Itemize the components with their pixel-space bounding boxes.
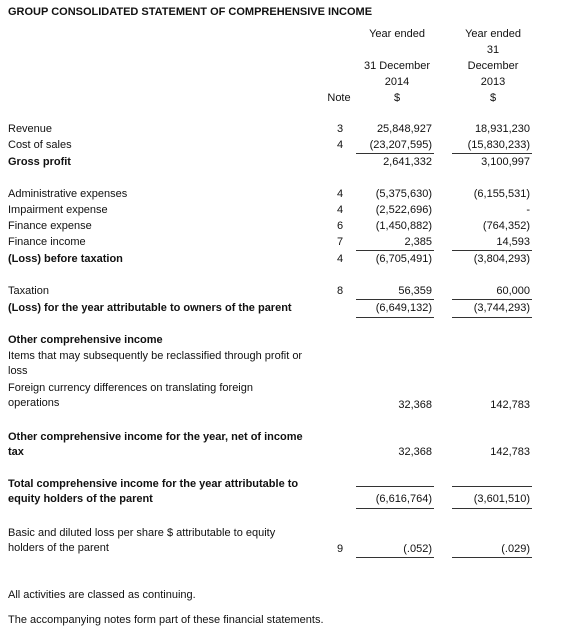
row-eps-2014: (.052) — [403, 543, 432, 555]
col-2013-header-line1: Year ended — [465, 28, 521, 40]
col-2013-header-line4: 2013 — [480, 76, 506, 88]
col-2013-header-currency: $ — [489, 92, 497, 104]
oci-heading: Other comprehensive income — [8, 334, 163, 346]
items-reclassified-label: Items that may subsequently be reclassified through profit or loss — [8, 350, 303, 377]
underline-taxation-2014 — [356, 299, 434, 300]
col-2014-header-line1: Year ended — [369, 28, 425, 40]
row-taxation-2013: 60,000 — [496, 285, 530, 297]
row-finance-income-label: Finance income — [8, 236, 86, 248]
row-admin-2013: (6,155,531) — [473, 188, 530, 200]
underline-loss-for-year-2014 — [356, 317, 434, 318]
row-finance-expense-note: 6 — [336, 220, 344, 232]
row-loss-before-tax-label: (Loss) before taxation — [8, 253, 123, 265]
row-oci-total-label: Other comprehensive income for the year, net of income tax — [8, 431, 303, 458]
underline-tci-2014 — [356, 508, 434, 509]
row-loss-for-year-label: (Loss) for the year attributable to owners of the parent — [8, 302, 292, 314]
row-tci-2014: (6,616,764) — [375, 493, 432, 505]
col-2014-header-line2: 31 December — [363, 60, 431, 72]
row-cost-of-sales-2014: (23,207,595) — [369, 139, 432, 151]
row-cost-of-sales-note: 4 — [336, 139, 344, 151]
row-cost-of-sales-label: Cost of sales — [8, 139, 72, 151]
underline-finance-income-2013 — [452, 250, 532, 251]
underline-tci-2013 — [452, 508, 532, 509]
row-revenue-2013: 18,931,230 — [474, 123, 530, 135]
row-tci-2013: (3,601,510) — [473, 493, 530, 505]
row-cost-of-sales-2013: (15,830,233) — [467, 139, 530, 151]
row-fx-diff-2013: 142,783 — [490, 399, 530, 411]
row-revenue-2014: 25,848,927 — [376, 123, 432, 135]
row-admin-2014: (5,375,630) — [375, 188, 432, 200]
row-gross-profit-2014: 2,641,332 — [383, 156, 432, 168]
underline-loss-for-year-2013 — [452, 317, 532, 318]
row-taxation-2014: 56,359 — [398, 285, 432, 297]
row-finance-income-2014: 2,385 — [404, 236, 432, 248]
row-finance-income-2013: 14,593 — [496, 236, 530, 248]
row-finance-expense-2013: (764,352) — [482, 220, 530, 232]
statement-title: GROUP CONSOLIDATED STATEMENT OF COMPREHENSIVE INCOME — [8, 6, 373, 18]
underline-finance-income-2014 — [356, 250, 434, 251]
row-loss-before-tax-2013: (3,804,293) — [473, 253, 530, 265]
row-fx-diff-label: Foreign currency differences on translating foreign operations — [8, 382, 253, 409]
row-oci-total-2013: 142,783 — [490, 446, 530, 458]
underline-eps-2013 — [452, 557, 532, 558]
row-taxation-note: 8 — [336, 285, 344, 297]
col-2014-header-line3: 2014 — [384, 76, 410, 88]
overline-tci-2013 — [452, 486, 532, 487]
row-loss-for-year-2013: (3,744,293) — [473, 302, 530, 314]
row-revenue-note: 3 — [336, 123, 344, 135]
underline-cost-2014 — [356, 153, 434, 154]
row-finance-expense-2014: (1,450,882) — [375, 220, 432, 232]
row-finance-income-note: 7 — [336, 236, 344, 248]
row-eps-note: 9 — [336, 543, 344, 555]
col-2013-header-line2: 31 — [486, 44, 500, 56]
row-impairment-2013: - — [526, 204, 530, 216]
footer-notes: The accompanying notes form part of these financial statements. — [8, 614, 324, 626]
row-loss-before-tax-note: 4 — [336, 253, 344, 265]
row-eps-label: Basic and diluted loss per share $ attributable to equity holders of the parent — [8, 527, 276, 554]
row-admin-note: 4 — [336, 188, 344, 200]
row-admin-label: Administrative expenses — [8, 188, 128, 200]
underline-cost-2013 — [452, 153, 532, 154]
row-impairment-label: Impairment expense — [8, 204, 108, 216]
underline-eps-2014 — [356, 557, 434, 558]
row-finance-expense-label: Finance expense — [8, 220, 92, 232]
row-oci-total-2014: 32,368 — [398, 446, 432, 458]
row-tci-label: Total comprehensive income for the year attributable to equity holders of the parent — [8, 478, 299, 505]
footer-continuing: All activities are classed as continuing. — [8, 589, 196, 601]
row-eps-2013: (.029) — [501, 543, 530, 555]
col-2013-header-line3: December — [467, 60, 519, 72]
row-taxation-label: Taxation — [8, 285, 49, 297]
row-gross-profit-2013: 3,100,997 — [481, 156, 530, 168]
row-impairment-note: 4 — [336, 204, 344, 216]
underline-taxation-2013 — [452, 299, 532, 300]
note-header: Note — [327, 92, 351, 104]
col-2014-header-currency: $ — [393, 92, 401, 104]
row-gross-profit-label: Gross profit — [8, 156, 71, 168]
row-impairment-2014: (2,522,696) — [375, 204, 432, 216]
row-revenue-label: Revenue — [8, 123, 53, 135]
row-loss-for-year-2014: (6,649,132) — [375, 302, 432, 314]
row-loss-before-tax-2014: (6,705,491) — [375, 253, 432, 265]
overline-tci-2014 — [356, 486, 434, 487]
row-fx-diff-2014: 32,368 — [398, 399, 432, 411]
